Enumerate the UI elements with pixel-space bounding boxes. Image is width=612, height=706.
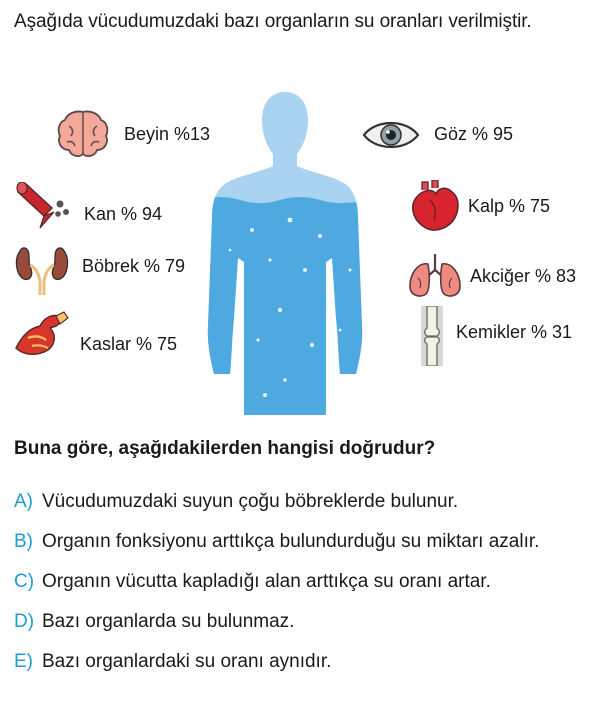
organ-label-goz: Göz % 95 <box>434 124 514 144</box>
organ-figure <box>0 80 612 420</box>
option-letter: E) <box>14 651 33 672</box>
intro-text: Aşağıda vücudumuzdaki bazı organların su oranları verilmiştir. <box>14 11 532 32</box>
option-text: Organın vücutta kapladığı alan arttıkça su oranı artar. <box>42 571 491 592</box>
option-letter: C) <box>14 571 35 592</box>
organ-label-beyin: Beyin %13 <box>124 124 211 144</box>
option-c[interactable] <box>14 566 604 597</box>
heart-icon <box>408 180 462 232</box>
option-text: Organın fonksiyonu arttıkça bulundurduğu su miktarı azalır. <box>42 531 540 552</box>
organ-label-kalp: Kalp % 75 <box>468 196 551 216</box>
bone-joint-icon <box>418 306 446 366</box>
option-letter: A) <box>14 491 33 512</box>
lungs-icon <box>406 252 464 300</box>
option-text: Vücudumuzdaki suyun çoğu böbreklerde bulunur. <box>42 491 459 512</box>
kidney-icon <box>14 243 70 295</box>
question-text: Buna göre, aşağıdakilerden hangisi doğrudur? <box>14 438 436 459</box>
blood-vessel-icon <box>14 182 74 230</box>
option-b[interactable] <box>14 526 604 557</box>
organ-label-akciger: Akciğer % 83 <box>470 266 577 286</box>
organ-label-bobrek: Böbrek % 79 <box>82 256 186 276</box>
option-letter: D) <box>14 611 35 632</box>
organ-label-kaslar: Kaslar % 75 <box>80 334 178 354</box>
option-a[interactable] <box>14 486 604 517</box>
muscle-arm-icon <box>12 308 74 358</box>
option-d[interactable] <box>14 606 604 637</box>
option-text: Bazı organlardaki su oranı aynıdır. <box>42 651 332 672</box>
option-text: Bazı organlarda su bulunmaz. <box>42 611 295 632</box>
option-e[interactable] <box>14 646 604 677</box>
organ-label-kan: Kan % 94 <box>84 204 163 224</box>
brain-icon <box>55 108 111 160</box>
answer-options <box>14 486 604 686</box>
organ-label-kemikler: Kemikler % 31 <box>456 322 573 342</box>
eye-icon <box>362 120 420 150</box>
option-letter: B) <box>14 531 33 552</box>
human-body-illustration <box>200 90 370 415</box>
